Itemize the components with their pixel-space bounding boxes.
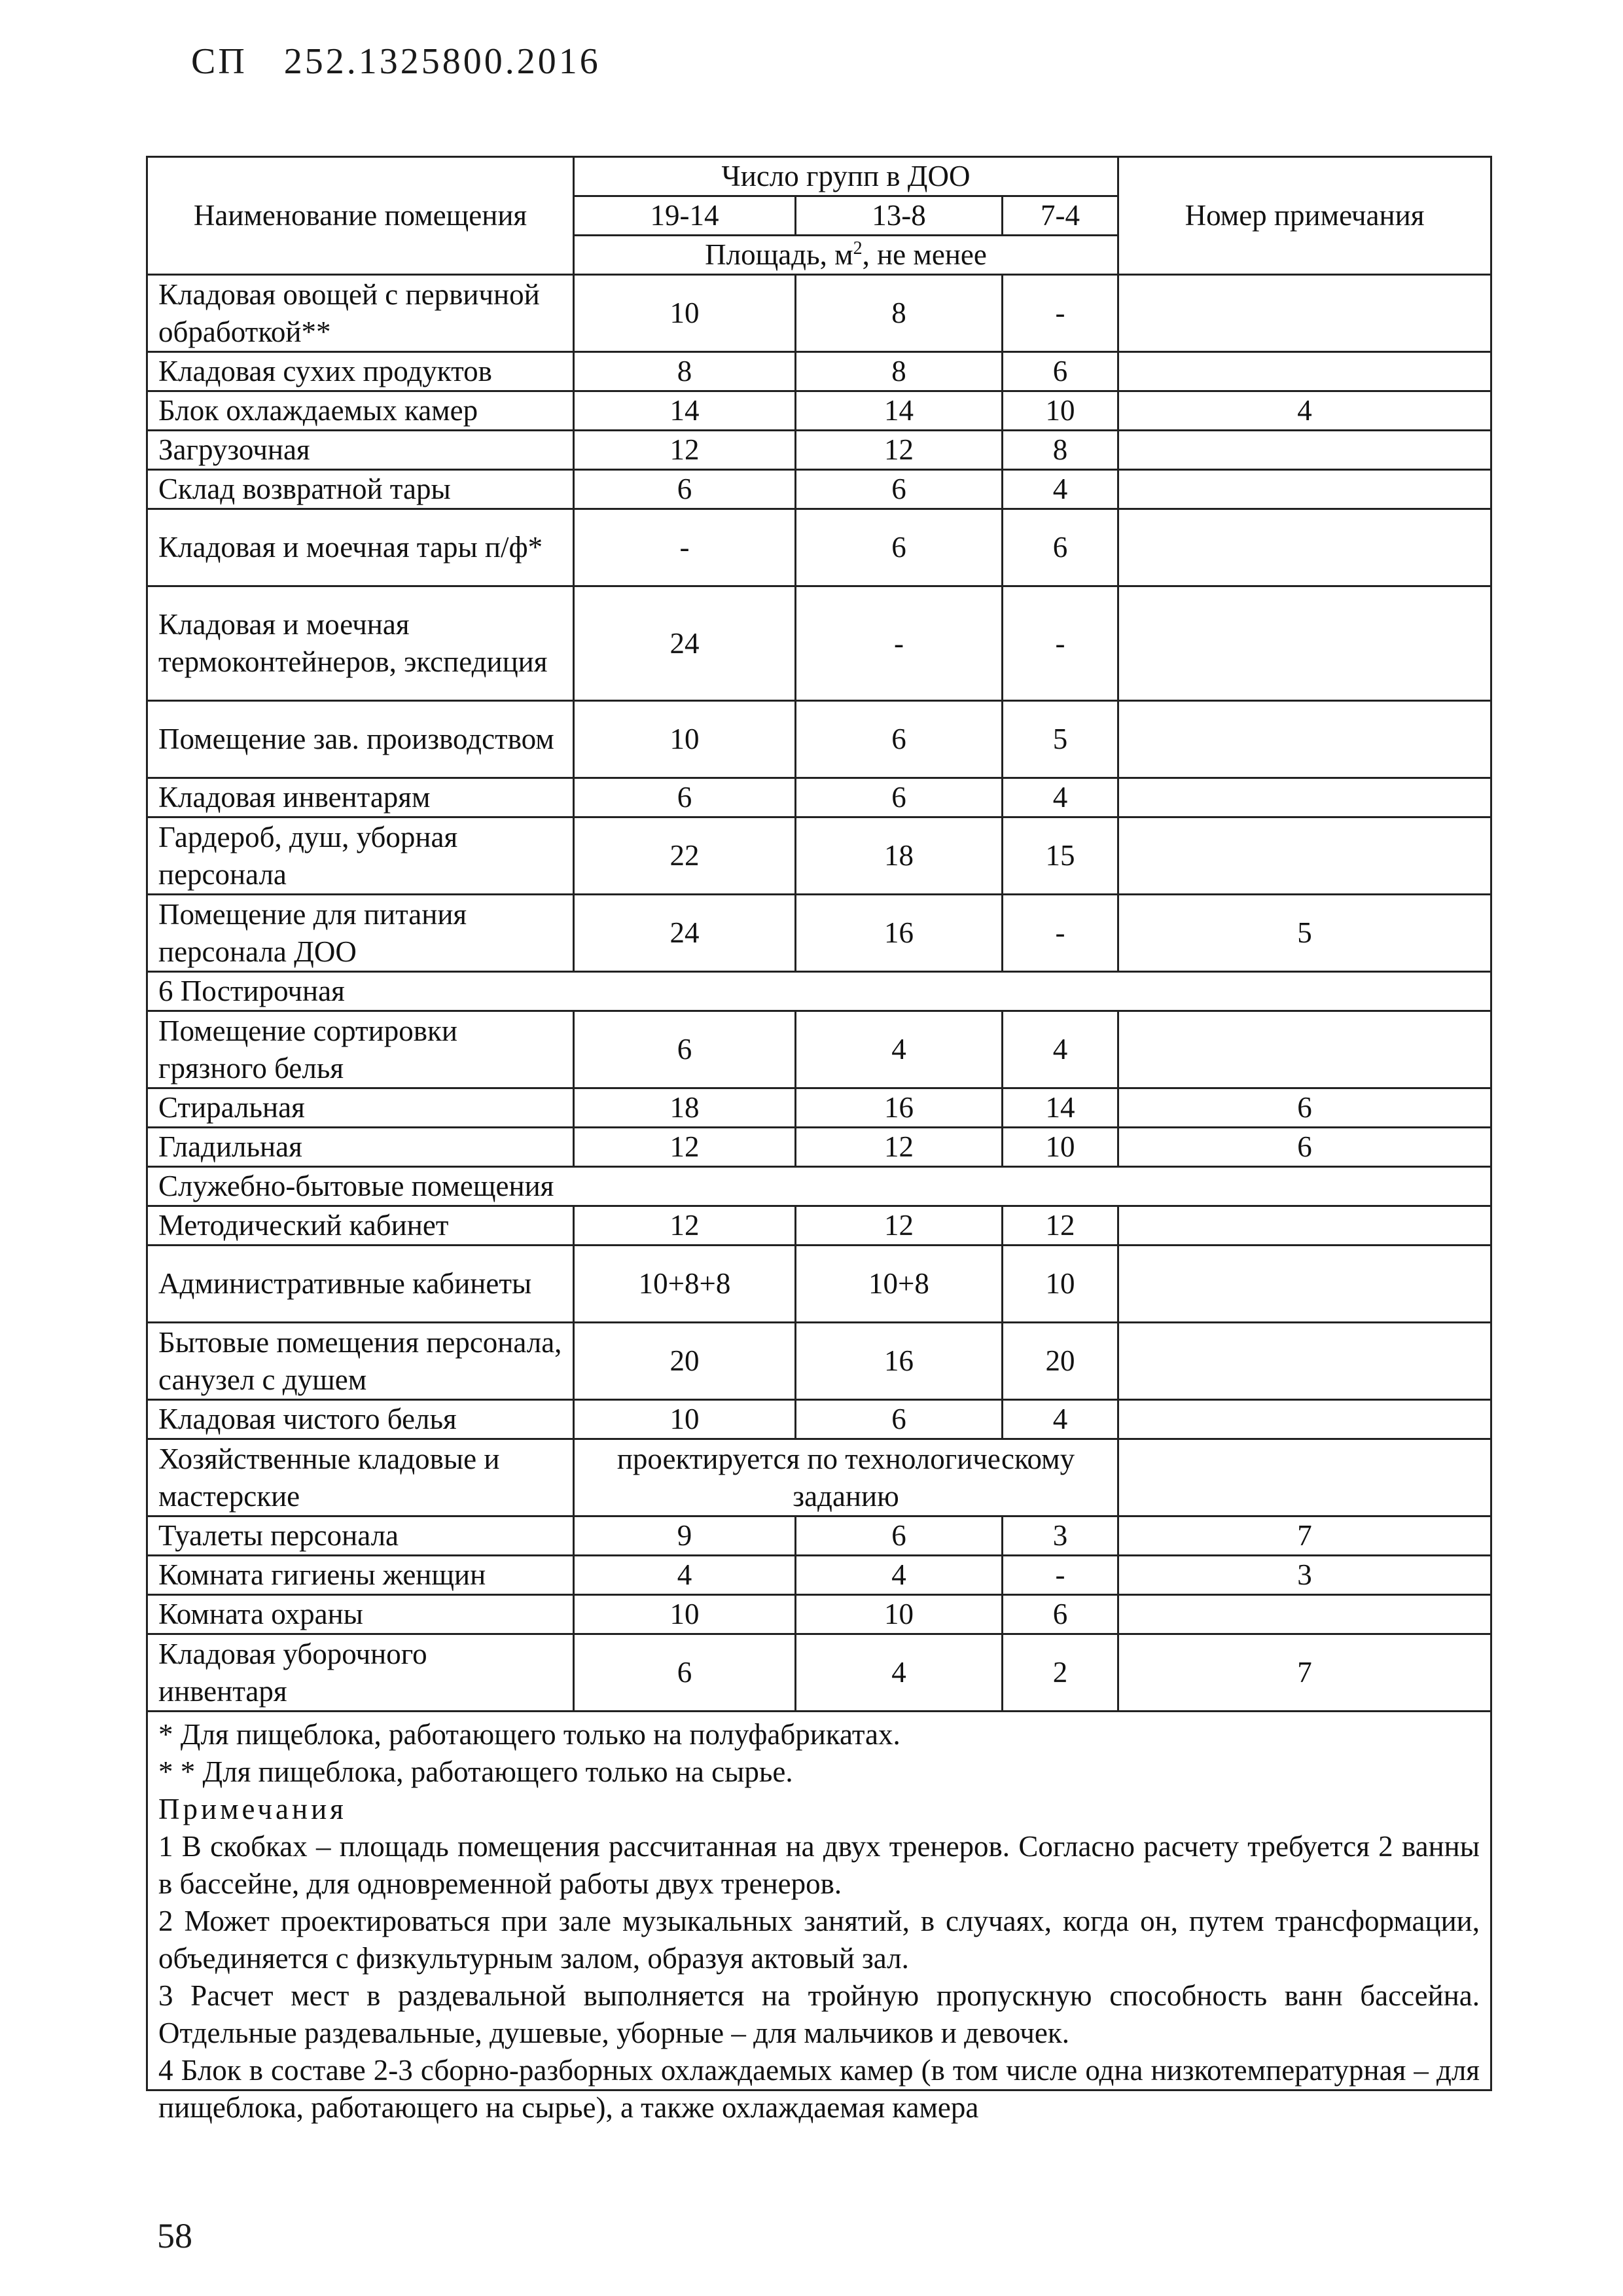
note-ref xyxy=(1118,1595,1491,1634)
area-7-4: 2 xyxy=(1003,1634,1118,1712)
table-row xyxy=(147,1128,1491,1167)
footnote-semi-finished: * Для пищеблока, работающего только на полуфабрикатах. xyxy=(158,1718,901,1751)
area-13-8: 6 xyxy=(796,778,1003,817)
note-ref xyxy=(1118,1400,1491,1439)
area-7-4: 14 xyxy=(1003,1088,1118,1128)
area-7-4: 5 xyxy=(1003,701,1118,778)
area-7-4: 10 xyxy=(1003,1246,1118,1323)
note-ref xyxy=(1118,1206,1491,1246)
area-13-8: 12 xyxy=(796,1128,1003,1167)
note-ref xyxy=(1118,701,1491,778)
room-name: Загрузочная xyxy=(147,431,574,470)
room-name: Гладильная xyxy=(147,1128,574,1167)
note-ref: 6 xyxy=(1118,1088,1491,1128)
table-row xyxy=(147,817,1491,895)
note-3: 3 Расчет мест в раздевальной выполняется на тройную пропускную способность ванн бассейна. Отдельные раздевальные, душевые, уборные – для мальчиков и девочек. xyxy=(158,1979,1480,2049)
note-ref xyxy=(1118,470,1491,509)
area-7-4: 20 xyxy=(1003,1323,1118,1400)
table-row xyxy=(147,1088,1491,1128)
header-groups-19-14: 19-14 xyxy=(574,196,796,236)
area-13-8: 12 xyxy=(796,1206,1003,1246)
area-7-4: 12 xyxy=(1003,1206,1118,1246)
note-ref: 7 xyxy=(1118,1634,1491,1712)
area-19-14: 20 xyxy=(574,1323,796,1400)
section-row xyxy=(147,972,1491,1011)
header-room-name: Наименование помещения xyxy=(147,157,574,275)
room-name: Блок охлаждаемых камер xyxy=(147,391,574,431)
area-19-14: 12 xyxy=(574,1206,796,1246)
area-7-4: - xyxy=(1003,275,1118,352)
area-19-14: 6 xyxy=(574,778,796,817)
table-row xyxy=(147,509,1491,586)
area-13-8: 8 xyxy=(796,275,1003,352)
table-row xyxy=(147,1246,1491,1323)
table-row xyxy=(147,470,1491,509)
room-name: Помещение для питания персонала ДОО xyxy=(147,895,574,972)
area-7-4: - xyxy=(1003,895,1118,972)
note-ref xyxy=(1118,352,1491,391)
note-ref xyxy=(1118,431,1491,470)
notes-heading: Примечания xyxy=(158,1793,347,1825)
area-13-8: 10 xyxy=(796,1595,1003,1634)
room-name: Методический кабинет xyxy=(147,1206,574,1246)
table-row xyxy=(147,1011,1491,1088)
room-name: Кладовая инвентарям xyxy=(147,778,574,817)
room-name: Помещение сортировки грязного белья xyxy=(147,1011,574,1088)
note-ref xyxy=(1118,1246,1491,1323)
note-ref: 4 xyxy=(1118,391,1491,431)
area-13-8: 18 xyxy=(796,817,1003,895)
note-1: 1 В скобках – площадь помещения рассчитанная на двух тренеров. Согласно расчету требуется 2 ванны в бассейне, для одновременной работы двух тренеров. xyxy=(158,1830,1480,1900)
room-name: Кладовая и моечная тары п/ф* xyxy=(147,509,574,586)
area-19-14: 24 xyxy=(574,895,796,972)
area-19-14: 10 xyxy=(574,275,796,352)
area-19-14: - xyxy=(574,509,796,586)
area-19-14: 22 xyxy=(574,817,796,895)
section-title: Служебно-бытовые помещения xyxy=(147,1167,1491,1206)
area-7-4: 4 xyxy=(1003,1011,1118,1088)
area-7-4: 10 xyxy=(1003,1128,1118,1167)
area-13-8: - xyxy=(796,586,1003,701)
header-area-min: Площадь, $м^2$, не менее xyxy=(574,236,1118,275)
standard-code: 252.1325800.2016 xyxy=(283,41,601,82)
area-19-14: 6 xyxy=(574,1011,796,1088)
area-13-8: 10+8 xyxy=(796,1246,1003,1323)
area-13-8: 16 xyxy=(796,1323,1003,1400)
area-19-14: 10+8+8 xyxy=(574,1246,796,1323)
table-row xyxy=(147,1439,1491,1516)
area-13-8: 12 xyxy=(796,431,1003,470)
note-ref xyxy=(1118,1011,1491,1088)
note-ref xyxy=(1118,275,1491,352)
table-row xyxy=(147,1323,1491,1400)
area-13-8: 4 xyxy=(796,1634,1003,1712)
footnote-raw: * * Для пищеблока, работающего только на сырье. xyxy=(158,1755,793,1788)
room-name: Административные кабинеты xyxy=(147,1246,574,1323)
header-group-count: Число групп в ДОО xyxy=(574,157,1118,196)
area-13-8: 6 xyxy=(796,509,1003,586)
area-19-14: 10 xyxy=(574,1400,796,1439)
table-notes xyxy=(147,1712,1491,2124)
room-name: Гардероб, душ, уборная персонала xyxy=(147,817,574,895)
area-19-14: 24 xyxy=(574,586,796,701)
room-name: Кладовая и моечная термоконтейнеров, экспедиция xyxy=(147,586,574,701)
area-19-14: 12 xyxy=(574,1128,796,1167)
table-row xyxy=(147,275,1491,352)
area-19-14: 14 xyxy=(574,391,796,431)
area-19-14: 4 xyxy=(574,1556,796,1595)
area-19-14: 10 xyxy=(574,701,796,778)
area-7-4: 8 xyxy=(1003,431,1118,470)
area-7-4: 15 xyxy=(1003,817,1118,895)
area-7-4: - xyxy=(1003,586,1118,701)
room-name: Склад возвратной тары xyxy=(147,470,574,509)
document-header xyxy=(191,41,601,82)
room-name: Комната охраны xyxy=(147,1595,574,1634)
room-name: Кладовая сухих продуктов xyxy=(147,352,574,391)
note-ref: 7 xyxy=(1118,1516,1491,1556)
room-name: Бытовые помещения персонала, санузел с душем xyxy=(147,1323,574,1400)
area-13-8: 6 xyxy=(796,1516,1003,1556)
table-row xyxy=(147,1634,1491,1712)
note-ref xyxy=(1118,778,1491,817)
header-note-number: Номер примечания xyxy=(1118,157,1491,275)
room-name: Помещение зав. производством xyxy=(147,701,574,778)
note-ref xyxy=(1118,1439,1491,1516)
table-row xyxy=(147,352,1491,391)
table-row xyxy=(147,431,1491,470)
standard-prefix: СП xyxy=(191,41,247,82)
area-13-8: 4 xyxy=(796,1011,1003,1088)
table-row xyxy=(147,586,1491,701)
table-row xyxy=(147,1206,1491,1246)
area-7-4: 10 xyxy=(1003,391,1118,431)
note-ref: 3 xyxy=(1118,1556,1491,1595)
table-row xyxy=(147,1595,1491,1634)
area-13-8: 16 xyxy=(796,895,1003,972)
area-19-14: 10 xyxy=(574,1595,796,1634)
note-2: 2 Может проектироваться при зале музыкальных занятий, в случаях, когда он, путем трансформации, объединяется с физкультурным залом, образуя актовый зал. xyxy=(158,1905,1480,1975)
note-ref: 6 xyxy=(1118,1128,1491,1167)
area-7-4: - xyxy=(1003,1556,1118,1595)
page-number: 58 xyxy=(157,2216,192,2255)
section-title: 6 Постирочная xyxy=(147,972,1491,1011)
table-row xyxy=(147,895,1491,972)
note-ref: 5 xyxy=(1118,895,1491,972)
area-13-8: 6 xyxy=(796,470,1003,509)
area-19-14: 6 xyxy=(574,470,796,509)
area-7-4: 4 xyxy=(1003,778,1118,817)
room-name: Комната гигиены женщин xyxy=(147,1556,574,1595)
room-name: Стиральная xyxy=(147,1088,574,1128)
section-row xyxy=(147,1167,1491,1206)
merged-area-cell: проектируется по технологическому заданию xyxy=(574,1439,1118,1516)
room-name: Хозяйственные кладовые и мастерские xyxy=(147,1439,574,1516)
table-row xyxy=(147,1556,1491,1595)
area-7-4: 3 xyxy=(1003,1516,1118,1556)
header-groups-7-4: 7-4 xyxy=(1003,196,1118,236)
area-7-4: 6 xyxy=(1003,509,1118,586)
area-7-4: 4 xyxy=(1003,1400,1118,1439)
note-ref xyxy=(1118,586,1491,701)
table-row xyxy=(147,1400,1491,1439)
room-name: Кладовая чистого белья xyxy=(147,1400,574,1439)
header-groups-13-8: 13-8 xyxy=(796,196,1003,236)
area-19-14: 9 xyxy=(574,1516,796,1556)
note-ref xyxy=(1118,817,1491,895)
note-4: 4 Блок в составе 2-3 сборно-разборных охлаждаемых камер (в том числе одна низкотемпературная – для пищеблока, работающего на сырье), а также охлаждаемая камера xyxy=(158,2054,1480,2124)
area-7-4: 6 xyxy=(1003,1595,1118,1634)
area-13-8: 16 xyxy=(796,1088,1003,1128)
table-row xyxy=(147,778,1491,817)
area-19-14: 12 xyxy=(574,431,796,470)
note-ref xyxy=(1118,509,1491,586)
room-name: Туалеты персонала xyxy=(147,1516,574,1556)
area-13-8: 6 xyxy=(796,1400,1003,1439)
area-19-14: 8 xyxy=(574,352,796,391)
area-13-8: 14 xyxy=(796,391,1003,431)
rooms-table xyxy=(146,156,1492,2124)
table-row xyxy=(147,701,1491,778)
note-ref xyxy=(1118,1323,1491,1400)
table-row xyxy=(147,391,1491,431)
area-13-8: 4 xyxy=(796,1556,1003,1595)
area-7-4: 6 xyxy=(1003,352,1118,391)
area-19-14: 18 xyxy=(574,1088,796,1128)
area-7-4: 4 xyxy=(1003,470,1118,509)
area-13-8: 6 xyxy=(796,701,1003,778)
room-name: Кладовая уборочного инвентаря xyxy=(147,1634,574,1712)
area-19-14: 6 xyxy=(574,1634,796,1712)
room-name: Кладовая овощей с первичной обработкой** xyxy=(147,275,574,352)
area-13-8: 8 xyxy=(796,352,1003,391)
table-row xyxy=(147,1516,1491,1556)
